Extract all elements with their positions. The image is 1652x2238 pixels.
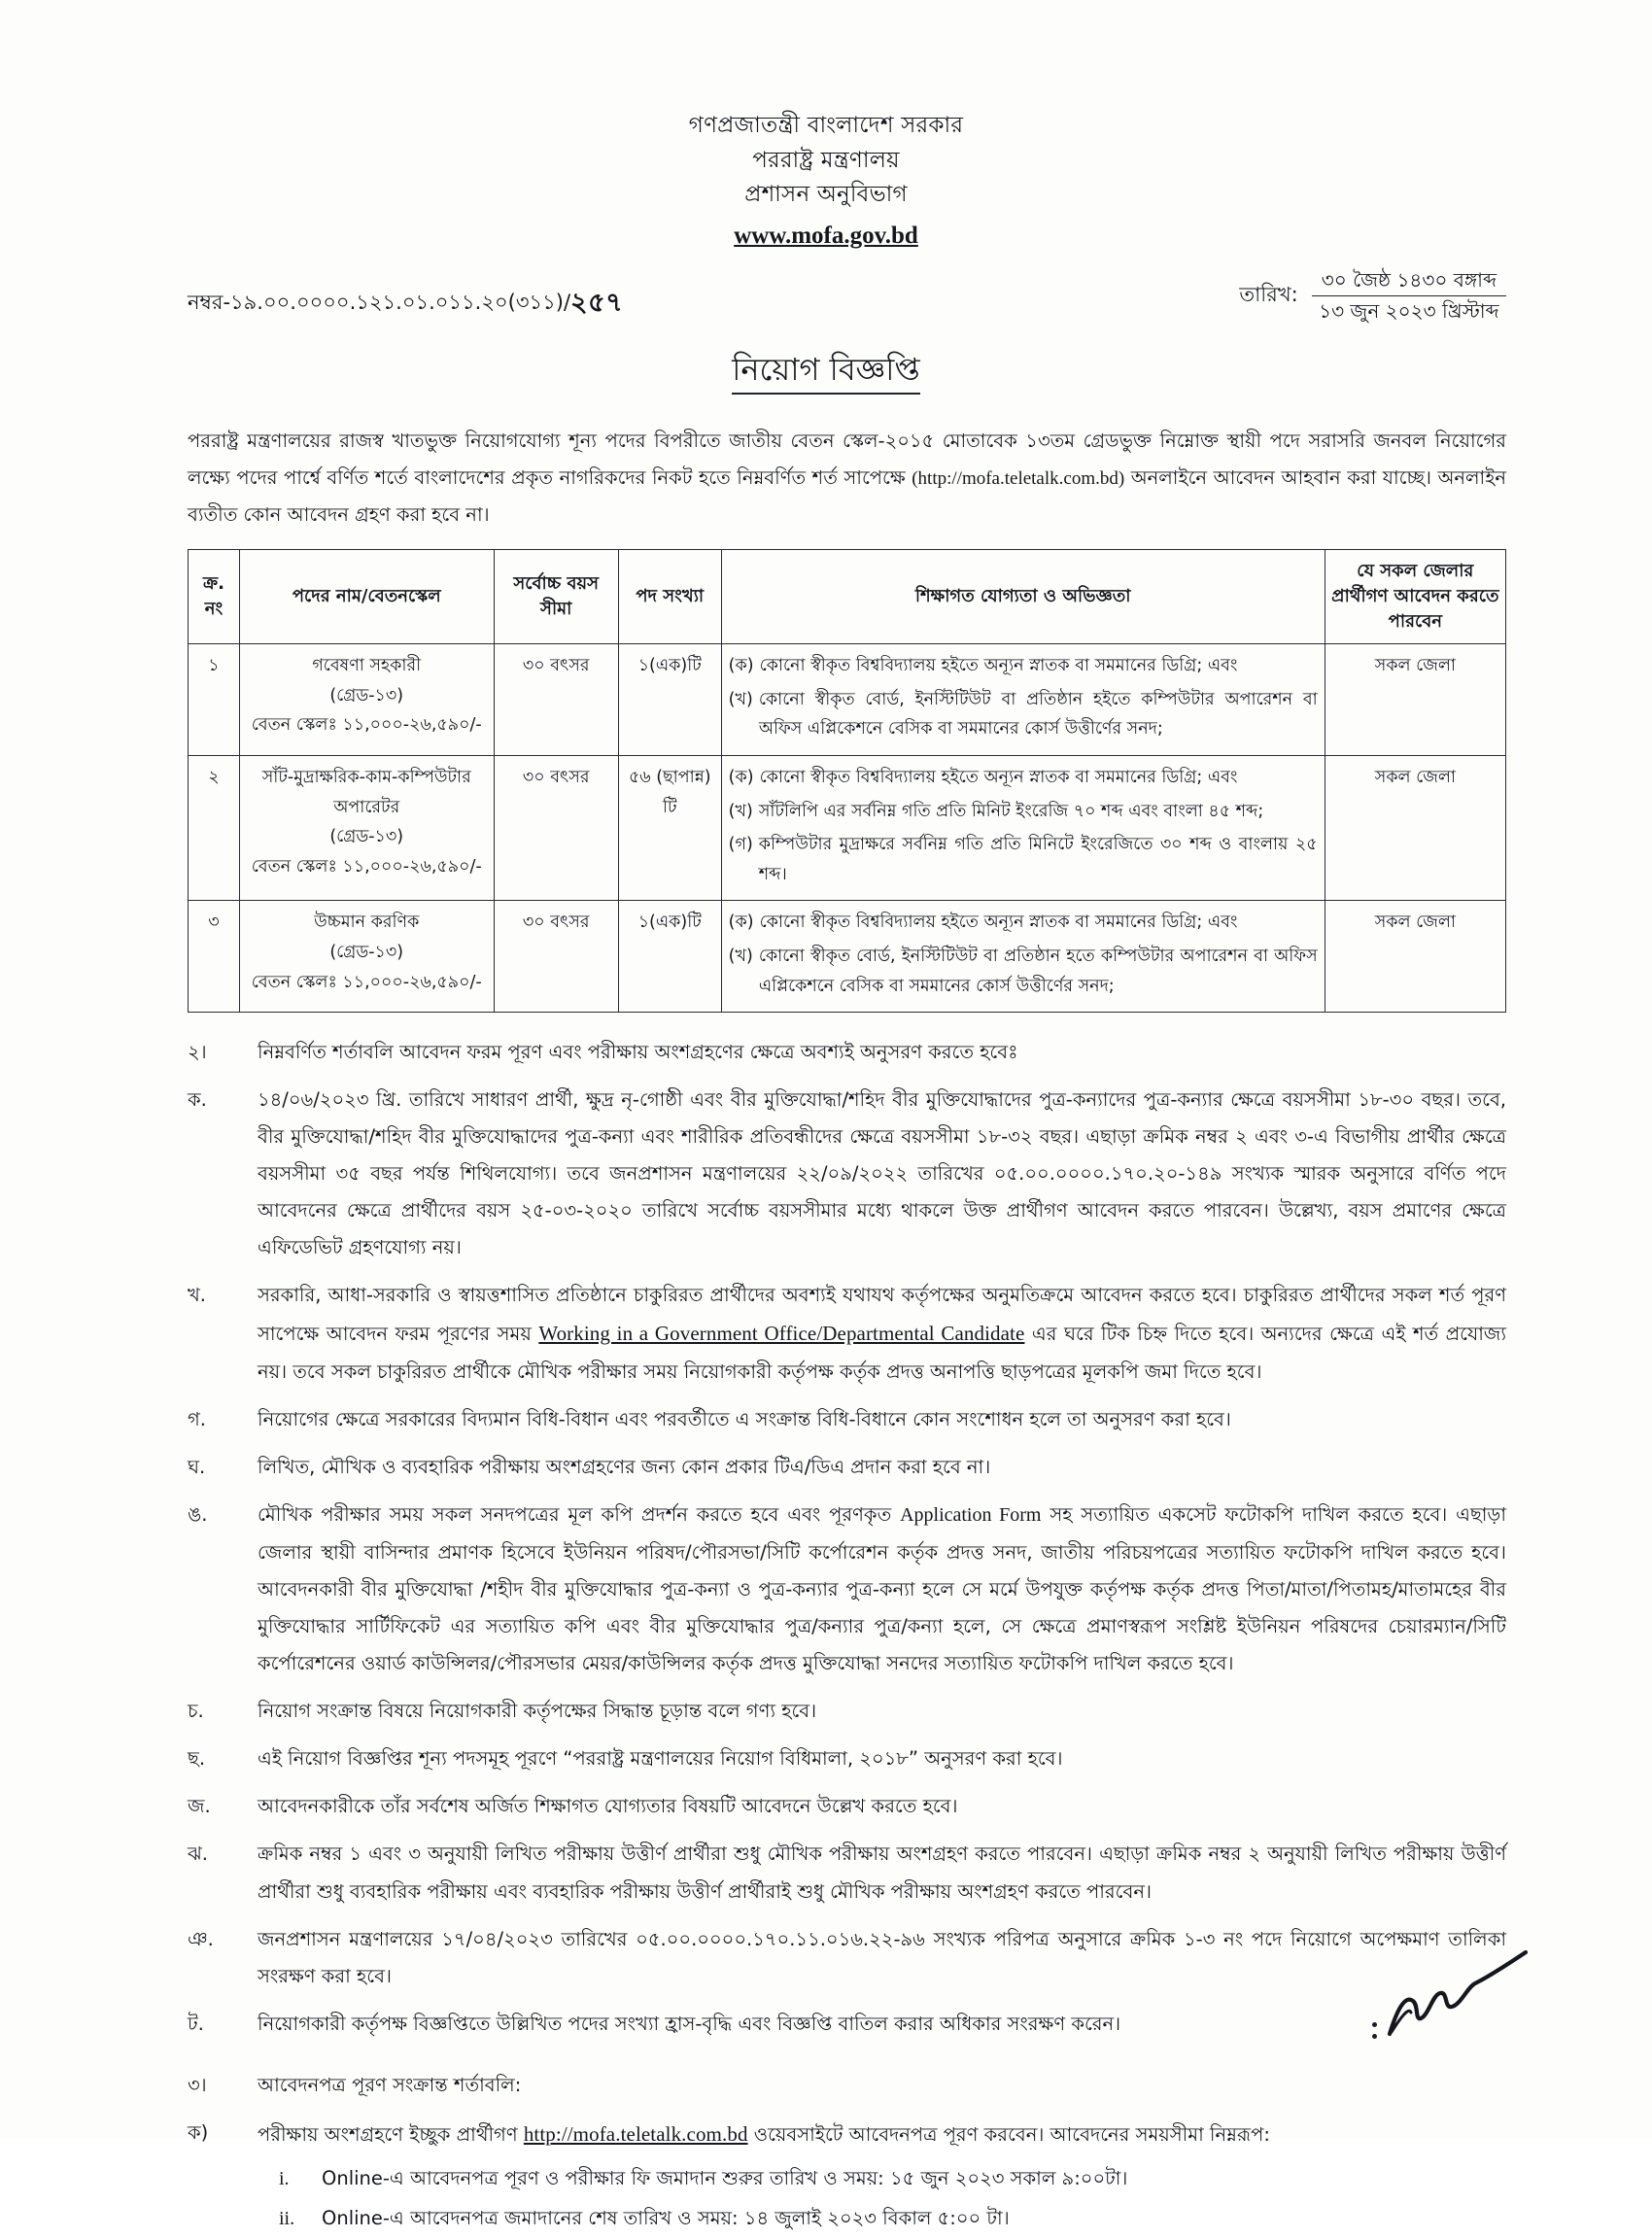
row-post-info bbox=[239, 644, 494, 756]
section-3-heading-text: আবেদনপত্র পূরণ সংক্রান্ত শর্তাবলি: bbox=[258, 2073, 522, 2096]
date-gregorian: ১৩ জুন ২০২৩ খ্রিস্টাব্দ bbox=[1319, 298, 1499, 323]
qualification-marker: (ক) bbox=[728, 912, 754, 933]
section-3-clause-marker: ক) bbox=[188, 2120, 209, 2144]
clause-marker-yna: ঞ. bbox=[188, 1927, 214, 1950]
qualification-item bbox=[729, 942, 1318, 1001]
section-3-before: পরীক্ষায় অংশগ্রহণে ইচ্ছুক প্রার্থীগণ bbox=[258, 2122, 524, 2146]
list-item bbox=[258, 2160, 1506, 2198]
clause-text-ja: আবেদনকারীকে তাঁর সর্বশেষ অর্জিত শিক্ষাগত যোগ্যতার বিষয়টি আবেদনে উল্লেখ করতে হবে। bbox=[258, 1795, 958, 1818]
application-form-label: Application Form bbox=[900, 1504, 1042, 1527]
online-start-datetime: Online-এ আবেদনপত্র পূরণ ও পরীক্ষার ফি জমাদান শুরুর তারিখ ও সময়: ১৫ জুন ২০২৩ সকাল ৯:০০টা। bbox=[322, 2166, 1128, 2189]
clause-tta bbox=[188, 2006, 1506, 2043]
post-name: গবেষণা সহকারী bbox=[312, 656, 422, 676]
qualification-text: কোনো স্বীকৃত বোর্ড, ইনস্টিটিউট বা প্রতিষ্ঠান হইতে কম্পিউটার অপারেশন বা অফিস এপ্লিকেশনে বেসিক বা সমমানের কোর্স উত্তীর্ণের সনদ; bbox=[758, 689, 1318, 740]
intro-part-1: পররাষ্ট্র মন্ত্রণালয়ের রাজস্ব খাতভুক্ত নিয়োগযোগ্য শূন্য পদের বিপরীতে জাতীয় বেতন স্কেল-২০১৫ মোতাবেক ১৩তম গ্রেডভুক্ত নিম্নোক্ত স্থায়ী পদে সরাসরি জনবল নিয়োগের লক্ষ্যে পদের পার্শ্বে বর্ণিত শর্তে বাংলাদেশের প্রকৃত নাগরিকদের নিকট হতে নিম্নবর্ণিত শর্ত সাপেক্ষে bbox=[188, 429, 1506, 489]
clause-marker-ja: জ. bbox=[188, 1795, 211, 1818]
row-eligible-district: সকল জেলা bbox=[1325, 901, 1505, 1013]
clause-marker-gha: ঘ. bbox=[188, 1456, 206, 1479]
intro-paragraph bbox=[188, 423, 1506, 534]
section-3-marker: ৩। bbox=[188, 2073, 207, 2096]
qualification-marker: (খ) bbox=[728, 947, 753, 967]
clause-ja bbox=[188, 1788, 1506, 1825]
clause-text-chha: এই নিয়োগ বিজ্ঞপ্তির শূন্য পদসমূহ পূরণে “পররাষ্ট্র মন্ত্রণালয়ের নিয়োগ বিধিমালা, ২০১৮” অনুসরণ করা হবে। bbox=[258, 1747, 1063, 1771]
clause-text-jha: ক্রমিক নম্বর ১ এবং ৩ অনুযায়ী লিখিত পরীক্ষায় উত্তীর্ণ প্রার্থীরা শুধু মৌখিক পরীক্ষায় অংশগ্রহণ করতে পারবেন। এছাড়া ক্রমিক নম্বর ২ অনুযায়ী লিখিত পরীক্ষায় উত্তীর্ণ প্রার্থীরা শুধু ব্যবহারিক পরীক্ষায় এবং ব্যবহারিক পরীক্ষায় উত্তীর্ণ প্রার্থীরাই শুধু মৌখিক পরীক্ষায় অংশগ্রহণ করতে পারবেন। bbox=[258, 1842, 1506, 1903]
govt-name: গণপ্রজাতন্ত্রী বাংলাদেশ সরকার bbox=[688, 113, 964, 138]
post-grade: (গ্রেড-১৩) bbox=[329, 827, 404, 847]
clause-jha bbox=[188, 1836, 1506, 1910]
teletalk-application-url[interactable]: http://mofa.teletalk.com.bd bbox=[523, 2121, 748, 2146]
division-name: প্রশাসন অনুবিভাগ bbox=[744, 182, 908, 208]
col-header-qualification: শিক্ষাগত যোগ্যতা ও অভিজ্ঞতা bbox=[721, 549, 1325, 643]
row-vacancy-count: ১(এক)টি bbox=[618, 644, 721, 756]
qualification-text: কোনো স্বীকৃত বিশ্ববিদ্যালয় হইতে অন্যূন স্নাতক বা সমমানের ডিগ্রি; এবং bbox=[759, 656, 1238, 676]
clause-kha bbox=[188, 1277, 1506, 1391]
section-2-heading-text: নিম্নবর্ণিত শর্তাবলি আবেদন ফরম পূরণ এবং পরীক্ষায় অংশগ্রহণের ক্ষেত্রে অবশ্যই অনুসরণ করতে হবেঃ bbox=[258, 1041, 1018, 1064]
list-item bbox=[258, 2200, 1506, 2238]
row-age-limit: ৩০ বৎসর bbox=[494, 644, 618, 756]
clause-marker-chha: ছ. bbox=[188, 1747, 206, 1771]
ministry-name: পররাষ্ট্র মন্ত্রণালয় bbox=[752, 147, 900, 173]
row-eligible-district: সকল জেলা bbox=[1325, 755, 1505, 901]
clause-uo-before: মৌখিক পরীক্ষার সময় সকল সনদপত্রের মূল কপি প্রদর্শন করতে হবে এবং পূরণকৃত bbox=[258, 1503, 901, 1527]
qualification-text: কোনো স্বীকৃত বোর্ড, ইনস্টিটিউট বা প্রতিষ্ঠান হতে কম্পিউটার অপারেশন বা অফিস এপ্লিকেশনে বেসিক বা সমমানের কোর্স উত্তীর্ণের সনদ; bbox=[758, 947, 1318, 996]
col-header-district: যে সকল জেলার প্রার্থীগণ আবেদন করতে পারবেন bbox=[1325, 549, 1505, 643]
col-header-post-name: পদের নাম/বেতনস্কেল bbox=[239, 549, 494, 643]
section-2-marker: ২। bbox=[188, 1041, 207, 1064]
row-eligible-district: সকল জেলা bbox=[1325, 644, 1505, 756]
page-title bbox=[0, 345, 1652, 397]
clause-ga bbox=[188, 1401, 1506, 1438]
ministry-website-link[interactable]: www.mofa.gov.bd bbox=[734, 222, 918, 249]
qualification-item bbox=[729, 651, 1318, 681]
row-qualifications bbox=[721, 644, 1325, 756]
qualification-item bbox=[729, 908, 1318, 938]
section-3-after: ওয়েবসাইটে আবেদনপত্র পূরণ করবেন। আবেদনের সময়সীমা নিম্নরূপ: bbox=[747, 2122, 1270, 2146]
date-label: তারিখ: bbox=[1239, 282, 1298, 306]
clause-marker-jha: ঝ. bbox=[188, 1842, 208, 1866]
clause-text-tta: নিয়োগকারী কর্তৃপক্ষ বিজ্ঞপ্তিতে উল্লিখিত পদের সংখ্যা হ্রাস-বৃদ্ধি এবং বিজ্ঞপ্তি বাতিল করার অধিকার সংরক্ষণ করেন। bbox=[258, 2012, 1121, 2035]
qualification-marker: (খ) bbox=[728, 801, 753, 821]
post-grade: (গ্রেড-১৩) bbox=[329, 943, 404, 963]
post-name: সাঁট-মুদ্রাক্ষরিক-কাম-কম্পিউটার অপারেটর bbox=[261, 767, 471, 817]
clause-kha-after: এর ঘরে টিক চিহ্ন দিতে হবে। অন্যদের ক্ষেত্রে এই শর্ত প্রযোজ্য নয়। তবে সকল চাকুরিরত প্রার্থীকে মৌখিক পরীক্ষার সময় নিয়োগকারী কর্তৃপক্ষ কর্তৃক প্রদত্ত অনাপত্তি ছাড়পত্রের মূলকপি জমা দিতে হবে। bbox=[258, 1323, 1506, 1384]
qualification-text: কোনো স্বীকৃত বিশ্ববিদ্যালয় হইতে অন্যূন স্নাতক বা সমমানের ডিগ্রি; এবং bbox=[759, 767, 1238, 787]
clause-marker-tta: ট. bbox=[188, 2012, 204, 2035]
memo-number bbox=[188, 283, 623, 327]
post-grade: (গ্রেড-১৩) bbox=[329, 685, 404, 706]
row-post-info bbox=[239, 755, 494, 901]
qualification-item bbox=[729, 797, 1318, 827]
row-serial: ১ bbox=[189, 644, 240, 756]
roman-marker-i: i. bbox=[279, 2167, 290, 2189]
clause-uo-after: সহ সত্যায়িত একসেট ফটোকপি দাখিল করতে হবে। এছাড়া জেলার স্থায়ী বাসিন্দার প্রমাণক হিসেবে ইউনিয়ন পরিষদ/পৌরসভা/সিটি কর্পোরেশন কর্তৃক প্রদত্ত সনদ, জাতীয় পরিচয়পত্রের সত্যায়িত ফটোকপি দাখিল করতে হবে। আবেদনকারী বীর মুক্তিযোদ্ধা /শহীদ বীর মুক্তিযোদ্ধার পুত্র-কন্যা ও পুত্র-কন্যার পুত্র-কন্যা হলে সে মর্মে উপযুক্ত কর্তৃপক্ষ কর্তৃক প্রদত্ত পিতা/মাতা/পিতামহ/মাতামহের বীর মুক্তিযোদ্ধার সার্টিফিকেট এর সত্যায়িত কপি এবং বীর মুক্তিযোদ্ধার পুত্র/কন্যার পুত্র/কন্যা হলে, সে ক্ষেত্রে প্রমাণস্বরূপ সংশ্লিষ্ট ইউনিয়ন পরিষদের চেয়ারম্যান/সিটি কর্পোরেশনের ওয়ার্ড কাউন্সিলর/পৌরসভার মেয়র/কাউন্সিলর কর্তৃক প্রদত্ত মুক্তিযোদ্ধা সনদের সত্যায়িত ফটোকপি দাখিল করতে হবে। bbox=[258, 1503, 1506, 1675]
clause-text-cha: নিয়োগ সংক্রান্ত বিষয়ে নিয়োগকারী কর্তৃপক্ষের সিদ্ধান্ত চূড়ান্ত বলে গণ্য হবে। bbox=[258, 1700, 817, 1723]
teletalk-url-inline[interactable]: (http://mofa.teletalk.com.bd) bbox=[912, 467, 1125, 489]
row-serial: ৩ bbox=[189, 901, 240, 1013]
date-values bbox=[1312, 267, 1506, 325]
clause-text-ka: ১৪/০৬/২০২৩ খ্রি. তারিখে সাধারণ প্রার্থী, ক্ষুদ্র নৃ-গোষ্ঠী এবং বীর মুক্তিযোদ্ধা/শহিদ বীর মুক্তিযোদ্ধাদের পুত্র-কন্যাদের পুত্র-কন্যার ক্ষেত্রে বয়সসীমা ১৮-৩০ বছর। তবে, বীর মুক্তিযোদ্ধা/শহিদ বীর মুক্তিযোদ্ধাদের পুত্র-কন্যা এবং শারীরিক প্রতিবন্ধীদের ক্ষেত্রে বয়সসীমা ১৮-৩২ বছর। এছাড়া ক্রমিক নম্বর ২ এবং ৩-এ বিভাগীয় প্রার্থীর ক্ষেত্রে বয়সসীমা ৩৫ বছর পর্যন্ত শিথিলযোগ্য। তবে জনপ্রশাসন মন্ত্রণালয়ের ২২/০৯/২০২২ তারিখের ০৫.০০.০০০০.১৭০.২০-১৪৯ সংখ্যক স্মারক অনুসারে বর্ণিত পদে আবেদনের ক্ষেত্রে প্রার্থীদের বয়স ২৫-০৩-২০২০ তারিখে সর্বোচ্চ বয়সসীমার মধ্যে থাকলে উক্ত প্রার্থীগণ আবেদন করতে পারবেন। উল্লেখ্য, বয়স প্রমাণের ক্ষেত্রে এফিডেভিট গ্রহণযোগ্য নয়। bbox=[258, 1088, 1506, 1259]
section-3-clause-ka bbox=[188, 2115, 1506, 2154]
col-header-serial: ক্র. নং bbox=[189, 549, 240, 643]
online-end-datetime: Online-এ আবেদনপত্র জমাদানের শেষ তারিখ ও সময়: ১৪ জুলাই ২০২৩ বিকাল ৫:০০ টা। bbox=[322, 2206, 1010, 2229]
clause-marker-ga: গ. bbox=[188, 1408, 206, 1431]
page-title-text: নিয়োগ বিজ্ঞপ্তি bbox=[732, 351, 919, 395]
section-3-clause-text bbox=[258, 2115, 1506, 2154]
row-qualifications bbox=[721, 755, 1325, 901]
col-header-vacancy-count: পদ সংখ্যা bbox=[618, 549, 721, 643]
clause-ka bbox=[188, 1082, 1506, 1266]
qualification-marker: (গ) bbox=[728, 835, 753, 855]
clause-chha bbox=[188, 1740, 1506, 1777]
post-pay-scale: বেতন স্কেলঃ ১১,০০০-২৬,৫৯০/- bbox=[251, 972, 482, 992]
clause-uo bbox=[188, 1497, 1506, 1682]
section-spacer bbox=[188, 2053, 1506, 2067]
intro-part-2: অনলাইনে আবেদন আহবান করা যাচ্ছে। অনলাইন ব্যতীত কোন আবেদন গ্রহণ করা হবে না। bbox=[188, 465, 1506, 526]
clause-marker-cha: চ. bbox=[188, 1700, 204, 1723]
clause-marker-uo: ঙ. bbox=[188, 1503, 208, 1527]
row-vacancy-count: ৫৬ (ছাপান্ন) টি bbox=[618, 755, 721, 901]
qualification-text: সাঁটলিপি এর সর্বনিম্ন গতি প্রতি মিনিট ইংরেজি ৭০ শব্দ এবং বাংলা ৪৫ শব্দ; bbox=[758, 801, 1264, 821]
qualification-marker: (ক) bbox=[728, 656, 754, 676]
qualification-item bbox=[729, 763, 1318, 793]
clause-cha bbox=[188, 1693, 1506, 1730]
table-row bbox=[189, 755, 1506, 901]
clause-text-yna: জনপ্রশাসন মন্ত্রণালয়ের ১৭/০৪/২০২৩ তারিখের ০৫.০০.০০০০.১৭০.১১.০১৬.২২-৯৬ সংখ্যক পরিপত্র অনুসারে ক্রমিক ১-৩ নং পদে নিয়োগে অপেক্ষমাণ তালিকা সংরক্ষণ করা হবে। bbox=[258, 1927, 1506, 1987]
section-2-heading bbox=[188, 1034, 1506, 1071]
row-serial: ২ bbox=[189, 755, 240, 901]
clause-text-gha: লিখিত, মৌখিক ও ব্যবহারিক পরীক্ষায় অংশগ্রহণের জন্য কোন প্রকার টিএ/ডিএ প্রদান করা হবে না। bbox=[258, 1456, 991, 1479]
date-bangla: ৩০ জৈষ্ঠ ১৪৩০ বঙ্গাব্দ bbox=[1312, 267, 1506, 296]
post-pay-scale: বেতন স্কেলঃ ১১,০০০-২৬,৫৯০/- bbox=[251, 715, 482, 736]
qualification-text: কোনো স্বীকৃত বিশ্ববিদ্যালয় হইতে অন্যূন স্নাতক বা সমমানের ডিগ্রি; এবং bbox=[759, 912, 1238, 933]
document-header bbox=[0, 0, 1652, 256]
qualification-item bbox=[729, 830, 1318, 889]
memo-number-prefix: নম্বর-১৯.০০.০০০০.১২১.০১.০১১.২০(৩১১)/ bbox=[188, 290, 571, 314]
roman-marker-ii: ii. bbox=[279, 2207, 295, 2229]
row-age-limit: ৩০ বৎসর bbox=[494, 755, 618, 901]
col-header-age-limit: সর্বোচ্চ বয়স সীমা bbox=[494, 549, 618, 643]
online-schedule-list bbox=[258, 2160, 1506, 2238]
post-pay-scale: বেতন স্কেলঃ ১১,০০০-২৬,৫৯০/- bbox=[251, 856, 482, 877]
clause-kha-before: সরকারি, আধা-সরকারি ও স্বায়ত্তশাসিত প্রতিষ্ঠানে চাকুরিরত প্রার্থীদের অবশ্যই যথাযথ কর্তৃপক্ষের অনুমতিক্রমে আবেদন করতে হবে। চাকুরিরত প্রার্থীদের সকল শর্ত পূরণ সাপেক্ষে আবেদন ফরম পূরণের সময় bbox=[258, 1284, 1506, 1346]
working-in-govt-office-label: Working in a Government Office/Departmental Candidate bbox=[538, 1322, 1025, 1346]
conditions-section bbox=[188, 1034, 1506, 2237]
memo-serial-number: ২৫৭ bbox=[570, 287, 624, 318]
clause-marker-kha: খ. bbox=[188, 1284, 207, 1307]
qualification-marker: (ক) bbox=[728, 767, 754, 787]
row-vacancy-count: ১(এক)টি bbox=[618, 901, 721, 1013]
clause-text-ga: নিয়োগের ক্ষেত্রে সরকারের বিদ্যমান বিধি-বিধান এবং পরবর্তীতে এ সংক্রান্ত বিধি-বিধানে কোন সংশোধন হলে তা অনুসরণ করা হবে। bbox=[258, 1408, 1231, 1431]
clause-marker-ka: ক. bbox=[188, 1088, 207, 1112]
table-row bbox=[189, 644, 1506, 756]
row-qualifications bbox=[721, 901, 1325, 1013]
qualification-marker: (খ) bbox=[728, 689, 753, 709]
memo-date-row bbox=[0, 267, 1652, 341]
clause-yna bbox=[188, 1921, 1506, 1995]
date-block bbox=[1239, 267, 1506, 325]
vacancy-table bbox=[188, 549, 1506, 1014]
clause-gha bbox=[188, 1449, 1506, 1486]
row-post-info bbox=[239, 901, 494, 1013]
clause-text-uo bbox=[258, 1497, 1506, 1682]
qualification-item bbox=[729, 685, 1318, 744]
post-name: উচ্চমান করণিক bbox=[314, 912, 420, 933]
section-3-heading bbox=[188, 2067, 1506, 2104]
qualification-text: কম্পিউটার মুদ্রাক্ষরে সর্বনিম্ন গতি প্রতি মিনিটে ইংরেজিতে ৩০ শব্দ ও বাংলায় ২৫ শব্দ। bbox=[758, 835, 1318, 884]
table-row bbox=[189, 901, 1506, 1013]
row-age-limit: ৩০ বৎসর bbox=[494, 901, 618, 1013]
table-header-row bbox=[189, 549, 1506, 643]
clause-text-kha bbox=[258, 1277, 1506, 1391]
